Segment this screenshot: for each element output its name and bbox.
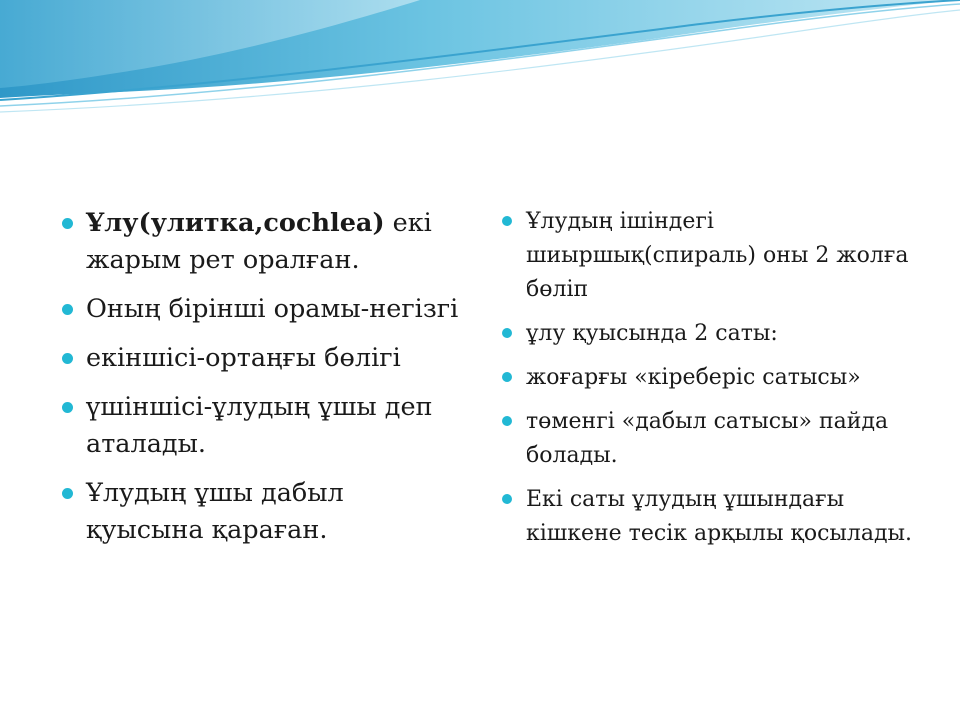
left-list-item bbox=[62, 340, 462, 377]
right-list-item bbox=[502, 205, 922, 307]
left-list-item bbox=[62, 205, 462, 279]
list-item-text: Ұлудың ішіндегі шиыршық(спираль) оны 2 жолға бөліп bbox=[526, 209, 909, 302]
bullet-icon bbox=[62, 218, 73, 229]
left-list-item bbox=[62, 291, 462, 328]
bullet-icon bbox=[502, 494, 512, 504]
list-item-text: жоғарғы «кіреберіс сатысы» bbox=[526, 365, 861, 390]
cochlea-term: Ұлу(улитка,cochlea) bbox=[86, 208, 385, 238]
bullet-icon bbox=[502, 328, 512, 338]
right-list-item bbox=[502, 405, 922, 473]
bullet-icon bbox=[62, 304, 73, 315]
list-item-text: екіншісі-ортаңғы бөлігі bbox=[86, 343, 401, 373]
right-list-item bbox=[502, 361, 922, 395]
bullet-icon bbox=[502, 216, 512, 226]
list-item-text: Оның бірінші орамы-негізгі bbox=[86, 294, 459, 324]
list-item-text: Ұлудың ұшы дабыл қуысына қараған. bbox=[86, 478, 344, 545]
header-wave-decoration bbox=[0, 0, 960, 120]
left-list-item bbox=[62, 475, 462, 549]
left-column bbox=[62, 205, 462, 561]
left-list-item bbox=[62, 389, 462, 463]
list-item-text: ұлу қуысында 2 саты: bbox=[526, 321, 778, 346]
right-list-item bbox=[502, 317, 922, 351]
list-item-text: Екі саты ұлудың ұшындағы кішкене тесік арқылы қосылады. bbox=[526, 487, 913, 546]
bullet-icon bbox=[62, 488, 73, 499]
list-item-text: екі жарым рет оралған. bbox=[86, 208, 432, 275]
bullet-icon bbox=[62, 353, 73, 364]
bullet-icon bbox=[62, 402, 73, 413]
bullet-icon bbox=[502, 372, 512, 382]
right-bullet-list bbox=[502, 205, 922, 551]
bullet-icon bbox=[502, 416, 512, 426]
right-column bbox=[502, 205, 922, 561]
list-item-text: төменгі «дабыл сатысы» пайда болады. bbox=[526, 409, 889, 468]
left-bullet-list bbox=[62, 205, 462, 549]
right-list-item bbox=[502, 483, 922, 551]
list-item-text: үшіншісі-ұлудың ұшы деп аталады. bbox=[86, 392, 433, 459]
